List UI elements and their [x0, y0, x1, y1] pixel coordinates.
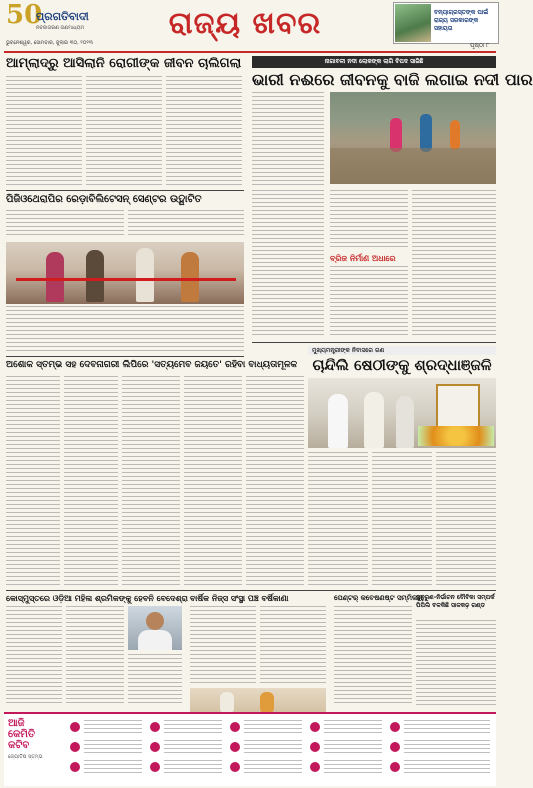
photo-person — [46, 252, 64, 302]
aries-icon — [70, 722, 80, 732]
tribute-kicker: ମୁଖ୍ୟମନ୍ତ୍ରୀଙ୍କ ନିବାସରେ ଗଣ — [312, 347, 385, 354]
masthead-rule — [4, 51, 496, 53]
promo-text: ବନ୍ୟାଗ୍ରସ୍ତଙ୍କ ପାଇଁ ରାଜ୍ୟ ସରକାରଙ୍କ ସହାୟତା — [434, 9, 489, 32]
article-3-body-col-1 — [6, 376, 60, 586]
dateline: ଭୁବନେଶ୍ୱର, ସୋମବାର, ଜୁଲାଇ ୩୦, ୨୦୨୩ — [6, 40, 93, 46]
article-4-body-col-1 — [6, 606, 62, 706]
horoscope-section — [4, 712, 496, 786]
article-5-body-col-2 — [260, 606, 326, 686]
river-crossing-photo — [330, 92, 496, 184]
masthead — [0, 0, 500, 52]
scorpio-icon — [230, 742, 240, 752]
photo-person — [450, 120, 460, 150]
river-body-col-1 — [252, 190, 324, 338]
horoscope-entry — [324, 760, 382, 774]
article-2-body-col-1 — [6, 210, 124, 238]
article-5-headline: ବାର୍ଷିକ ନିଜ୍‌ସ ସଂସ୍ଥା ପଞ୍ଚ ବର୍ଷିକାଣା — [190, 594, 289, 603]
horoscope-entry — [164, 740, 222, 754]
inauguration-photo — [6, 242, 244, 304]
article-5-body-col-1 — [190, 606, 256, 686]
photo-person — [420, 114, 432, 152]
tribute-photo — [308, 378, 496, 448]
article-4-headline: କୋସ୍ମୁସ୍ତରେ ଓଡ଼ିଆ ମହିଳା ଶ୍ରମିକଙ୍କୁ ହେବନି ବେଦେଶ୍ରା — [6, 594, 188, 603]
article-2-body-col-2 — [128, 210, 244, 238]
article-3-headline: ଅଶୋକ ସ୍ତମ୍ଭ ସହ ଦେବନାଗରୀ ଲିପିରେ 'ସତ୍ୟମେବ ଜୟତେ' ରହିବା ବାଧ୍ୟତାମୂଳକ — [6, 360, 298, 370]
photo-body — [138, 630, 172, 650]
capricorn-icon — [310, 722, 320, 732]
horoscope-entry — [244, 720, 302, 734]
river-kicker-bar — [252, 56, 496, 68]
photo-person — [181, 252, 199, 302]
article-4-body-col-2 — [66, 606, 124, 706]
page-label: ପୃଷ୍ଠା ୮ — [470, 42, 490, 49]
logo-number: 50 — [6, 0, 43, 30]
horoscope-title-line1: ଆଜି — [8, 718, 25, 729]
article-7-body — [416, 620, 496, 706]
pisces-icon — [310, 762, 320, 772]
photo-person — [390, 118, 402, 152]
horoscope-entry — [84, 720, 142, 734]
article-3-body-col-2 — [64, 376, 118, 586]
photo-person — [136, 248, 154, 302]
cancer-icon — [150, 722, 160, 732]
article-1-body-col-1 — [6, 76, 82, 186]
horoscope-entry — [404, 720, 490, 734]
horoscope-entry — [84, 760, 142, 774]
article-4-body-col-3 — [128, 654, 182, 706]
river-body-col-3 — [412, 190, 496, 338]
logo-50 — [6, 0, 43, 31]
river-body-col-2b — [330, 266, 408, 338]
leo-icon — [150, 742, 160, 752]
photo-water — [330, 148, 496, 184]
divider-4 — [6, 590, 496, 591]
horoscope-entry — [324, 740, 382, 754]
river-headline: ଭାରୀ ନଈରେ ଜୀବନକୁ ବାଜି ଲଗାଇ ନଦୀ ପାର — [252, 70, 533, 89]
horoscope-entry — [324, 720, 382, 734]
article-2-headline: ପିଜିଓଥେରାପିର ରେଡ଼ାବିଲିଟେସନ୍ ସେଣ୍ଟର ଉଦ୍ଘାଟିତ — [6, 194, 202, 205]
libra-icon — [230, 722, 240, 732]
horoscope-entry — [164, 720, 222, 734]
ribbon — [16, 278, 236, 281]
sagittarius-icon — [230, 762, 240, 772]
divider-1 — [6, 190, 244, 191]
horoscope-entry — [164, 760, 222, 774]
tribute-body-col-1 — [308, 452, 368, 586]
article-3-body-col-5 — [246, 376, 304, 586]
promo-photo — [395, 4, 431, 42]
article-6-body — [334, 606, 412, 706]
tribute-kicker-bar — [308, 346, 496, 355]
photo-head — [146, 612, 164, 630]
tribute-body-col-3 — [436, 452, 496, 586]
horoscope-entry — [244, 740, 302, 754]
taurus-icon — [70, 742, 80, 752]
horoscope-title-block — [8, 718, 64, 782]
article-3-body-col-3 — [122, 376, 180, 586]
horoscope-entry — [244, 760, 302, 774]
photo-person — [260, 692, 274, 714]
photo-person — [328, 394, 348, 448]
divider-3 — [6, 356, 244, 357]
bridge-subheadline: ବ୍ରିଜ ନିର୍ମାଣ ଅଧାରେ — [330, 254, 396, 263]
sun-icon — [390, 722, 400, 732]
brand-name: ପ୍ରଗତିବାଦୀ — [36, 10, 89, 23]
section-title: ରାଜ୍ୟ ଖବର — [168, 6, 322, 41]
article-1-headline: ଆମ୍ଲାଦ୍ରୁ ଆସିଲାନି ରୋଗୀଙ୍କ ଜୀବନ ଚାଲିଗଲା — [6, 56, 242, 71]
river-body-left — [252, 92, 324, 186]
river-body-col-2 — [330, 190, 408, 250]
tribute-body-col-2 — [372, 452, 432, 586]
horoscope-entry — [404, 740, 490, 754]
horoscope-author: ଜ୍ୟୋତିଷ ସ୍ତମ୍ଭ — [8, 754, 43, 760]
horoscope-title-line3: କଟିବ — [8, 740, 30, 751]
photo-person — [364, 392, 384, 448]
article-1-body-col-2 — [86, 76, 162, 186]
tribute-headline: ଚାନ୍ଦିଲି ଷେଠୀଙ୍କୁ ଶ୍ରଦ୍ଧାଞ୍ଜଳି — [312, 356, 492, 374]
article-6-headline: ପେଣ୍ଟର୍ କବେଷଣଷ୍ଟ ସମ୍ମିଳାନ — [334, 594, 423, 602]
horoscope-title-line2: କେମିତି — [8, 729, 36, 740]
aquarius-icon — [310, 742, 320, 752]
river-kicker: ନାଗାବଳୀ ନଦୀ ଲୋକଙ୍କ ଲାଗି ବିପଦ ସାଜିଛି — [324, 58, 424, 65]
photo-flowers — [418, 426, 494, 446]
divider-2 — [252, 342, 496, 343]
article-3-body-col-4 — [184, 376, 242, 586]
photo-person — [220, 692, 234, 714]
brand-tagline: ନବଜାଗରଣ ଗଣମାଧ୍ୟମ — [36, 25, 85, 31]
star-icon — [390, 762, 400, 772]
virgo-icon — [150, 762, 160, 772]
article-7-headline: ପୁନୁରୁଣ-ନିର୍ଭାଚନ ବୌବିକା ସମ୍ପର୍କ ପିପିଲି ବଳକିଛି ସାଳକଢ଼ ଗଣ୍ଡ — [416, 594, 495, 609]
article-4-portrait — [128, 606, 182, 650]
gemini-icon — [70, 762, 80, 772]
article-2-body-bottom — [6, 306, 244, 354]
article-1-body-col-3 — [166, 76, 242, 186]
photo-person — [86, 250, 104, 302]
photo-person — [396, 396, 414, 448]
promo-box — [393, 2, 499, 44]
horoscope-entry — [84, 740, 142, 754]
moon-icon — [390, 742, 400, 752]
horoscope-entry — [404, 760, 490, 774]
